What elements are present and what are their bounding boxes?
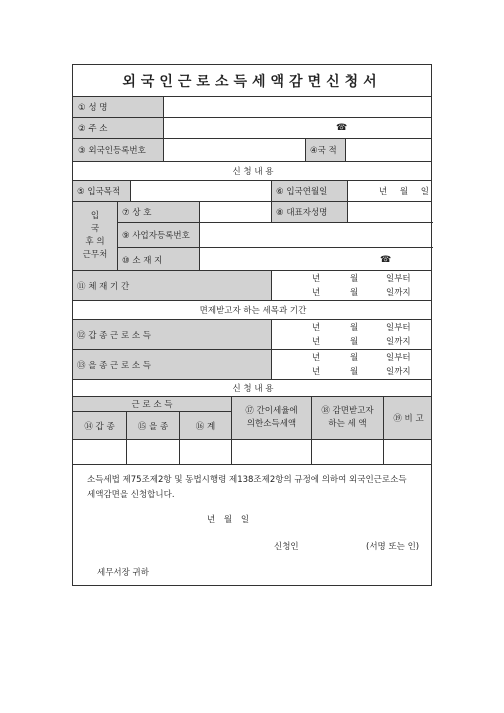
earned-income-subheaders [73, 411, 231, 440]
registration-number-field[interactable] [163, 139, 305, 161]
total-column-header: ⑯ 계 [179, 412, 231, 440]
stay-period-row [73, 270, 431, 300]
biz-reg-row [117, 222, 433, 247]
exempt-heading: 면제받고자 하는 세목과 기간 [199, 306, 307, 316]
declaration-area [73, 464, 431, 587]
tax-exemption-form [72, 64, 432, 586]
income-table-header [73, 396, 431, 439]
class-b-income-row [73, 349, 431, 379]
applicant-label: 신청인 [274, 542, 299, 552]
signature-label: (서명 또는 인) [366, 542, 420, 552]
class-a-income-label: ⑫ 갑 종 근 로 소 득 [73, 320, 271, 349]
class-b-income-label: ⑬ 을 종 근 로 소 득 [73, 350, 271, 379]
name-row [73, 96, 431, 117]
trade-name-label: ⑦ 상 호 [117, 202, 199, 222]
exempt-heading-row [73, 300, 431, 319]
address-field[interactable] [163, 118, 433, 138]
name-field[interactable] [163, 97, 433, 117]
simplified-tax-column-header: ⑰ 간이세율에 의한소득세액 [231, 397, 311, 439]
addressee: 세무서장 귀하 [97, 568, 149, 578]
workplace-block [73, 201, 431, 270]
telephone-icon: ☎ [380, 254, 392, 265]
application-heading-2: 신 청 내 용 [232, 384, 274, 394]
application-heading: 신 청 내 용 [232, 167, 274, 177]
registration-row [73, 138, 431, 161]
telephone-icon: ☎ [336, 123, 348, 133]
class-a-income-row [73, 319, 431, 349]
entry-row [73, 180, 431, 201]
remarks-column-header: ⑲ 비 고 [383, 397, 433, 439]
class-b-amount-field[interactable] [126, 440, 179, 464]
stay-period-field[interactable]: 년 월 일부터 년 월 일까지 [271, 271, 433, 300]
class-a-amount-field[interactable] [73, 440, 126, 464]
form-title: 외국인근로소득세액감면신청서 [122, 73, 382, 90]
total-amount-field[interactable] [179, 440, 231, 464]
trade-name-field[interactable] [199, 202, 271, 222]
entry-purpose-field[interactable] [130, 181, 271, 201]
class-a-column-header: ⑭ 갑 종 [84, 422, 115, 432]
declaration-date: 년 월 일 [207, 515, 250, 525]
class-b-period-field[interactable]: 년 월 일부터 년 월 일까지 [271, 350, 433, 379]
earned-income-header: 근 로 소 득 [131, 400, 173, 410]
application-heading2-row [73, 379, 431, 396]
location-row [117, 247, 433, 271]
remarks-field[interactable] [383, 440, 433, 464]
location-label: ⑩ 소 재 지 [117, 248, 199, 271]
stay-period-label: ⑪ 체 재 기 간 [73, 271, 271, 300]
post-entry-workplace-label: 입 국 후 의 근무처 [73, 202, 117, 270]
entry-date-value: 년 월 일 [378, 187, 429, 197]
entry-date-label: ⑥ 입국연월일 [271, 181, 347, 201]
biz-reg-number-field[interactable] [199, 223, 433, 247]
class-b-column-header: ⑮ 을 종 [126, 412, 179, 440]
address-label: ② 주 소 [73, 118, 163, 138]
name-label: ① 성 명 [73, 97, 163, 117]
address-row [73, 117, 431, 138]
biz-reg-number-label: ⑨ 사업자등록번호 [117, 223, 199, 247]
entry-purpose-label: ⑤ 입국목적 [73, 181, 130, 201]
registration-number-label: ③ 외국인등록번호 [73, 139, 163, 161]
income-table-row [73, 439, 431, 464]
trade-name-row [117, 202, 433, 222]
declaration-statement: 소득세법 제75조제2항 및 동법시행령 제138조제2항의 규정에 의하여 외국인근로소득 세액감면을 신청합니다. [87, 475, 407, 500]
location-field[interactable] [199, 248, 433, 271]
exempt-tax-column-header: ⑱ 감면받고자 하는 세 액 [311, 397, 383, 439]
simplified-tax-field[interactable] [231, 440, 311, 464]
representative-field[interactable] [347, 202, 433, 222]
nationality-label: ④국 적 [305, 139, 345, 161]
class-a-period-field[interactable]: 년 월 일부터 년 월 일까지 [271, 320, 433, 349]
entry-date-field[interactable] [347, 181, 433, 201]
representative-label: ⑧ 대표자성명 [271, 202, 347, 222]
application-heading-row [73, 161, 431, 180]
nationality-field[interactable] [345, 139, 433, 161]
exempt-tax-field[interactable] [311, 440, 383, 464]
